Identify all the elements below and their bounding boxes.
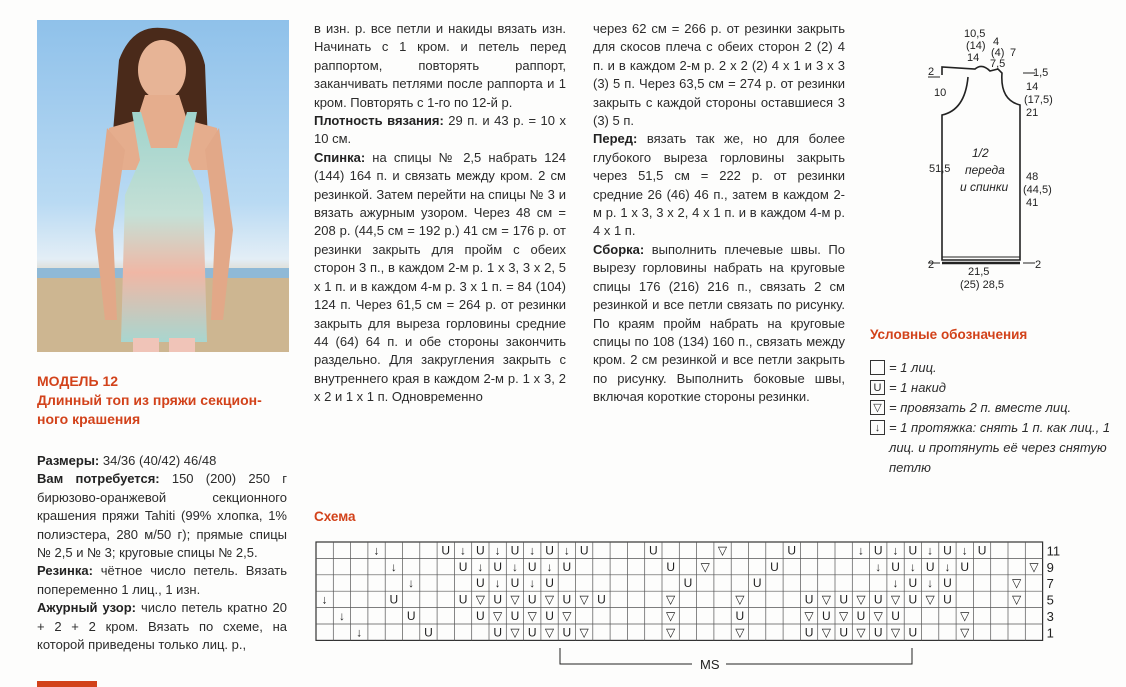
chart-stitch-symbol: U bbox=[822, 609, 831, 623]
chart-stitch-symbol: ▽ bbox=[579, 592, 589, 607]
chart-stitch-symbol: U bbox=[735, 609, 745, 623]
label-rib: Резинка: bbox=[37, 563, 93, 579]
chart-stitch-symbol: U bbox=[476, 543, 485, 558]
label-assembly: Сборка: bbox=[593, 241, 645, 257]
chart-stitch-symbol: U bbox=[908, 625, 918, 640]
paragraph-gauge bbox=[314, 112, 566, 149]
chart-row-number: 7 bbox=[1046, 576, 1054, 592]
model-subtitle: Длинный топ из пряжи секцион-ного крашения bbox=[37, 392, 262, 427]
paragraph-materials bbox=[37, 470, 287, 562]
text-shoulders: через 62 см = 266 р. от резинки закрыть для скосов плеча с обеих сторон 2 (2) 4 п. и в каждом 2-м р. 2 x 2 (2) 4 x 1 и 3 x 3 (3) 5 п. Через 63,5 см = 274 р. от резинки закрыть с каждой стороны оставшиеся 3 (3) 5 п. bbox=[593, 21, 845, 129]
dim-top-6: 7,5 bbox=[990, 58, 1006, 70]
chart-stitch-symbol: U bbox=[510, 576, 520, 591]
chart-stitch-symbol: ▽ bbox=[666, 625, 676, 640]
chart-stitch-symbol: U bbox=[683, 576, 693, 591]
text-sizes: 34/36 (40/42) 46/48 bbox=[99, 453, 217, 468]
chart-stitch-symbol: U bbox=[839, 592, 848, 607]
chart-stitch-symbol: ↓ bbox=[477, 559, 484, 574]
chart-stitch-symbol: ▽ bbox=[510, 625, 520, 640]
chart-row-numbers bbox=[1047, 543, 1061, 640]
legend-text-knit: = 1 лиц. bbox=[889, 360, 937, 375]
dim-left-bot: 2 bbox=[928, 259, 935, 271]
paragraph-continue bbox=[314, 20, 566, 112]
dim-left-10: 10 bbox=[934, 87, 947, 99]
skpo-symbol-icon: ↓ bbox=[870, 420, 885, 435]
dim-right-15: 1,5 bbox=[1033, 67, 1049, 79]
pattern-diagram bbox=[920, 25, 1060, 300]
chart-stitch-symbol: U bbox=[873, 592, 883, 607]
chart-stitch-symbol: U bbox=[977, 543, 987, 558]
chart-stitch-symbol: ▽ bbox=[1012, 576, 1022, 591]
chart-stitch-symbol: U bbox=[476, 576, 485, 591]
chart-stitch-symbol: ↓ bbox=[460, 543, 467, 558]
dim-bottom-1: 21,5 bbox=[968, 266, 990, 278]
chart-stitch-symbol: ↓ bbox=[927, 576, 934, 591]
chart-stitch-symbol: ▽ bbox=[666, 609, 676, 623]
dim-top-2: (14) bbox=[966, 40, 986, 52]
chart-stitch-symbol: U bbox=[545, 576, 554, 591]
text-continue: в изн. р. все петли и накиды вязать изн. Начинать с 1 кром. и петель перед раппортом, повторять раппорт, заканчивать петлями после раппорта и 1 кром. Повторять с 1-го по 12-й р. bbox=[314, 21, 566, 110]
chart-stitch-symbol: U bbox=[649, 543, 658, 558]
legend-item-k2tog bbox=[870, 398, 1120, 418]
paragraph-sizes bbox=[37, 452, 287, 470]
text-rib: чётное число петель. Вязать попеременно 1 лиц., 1 изн. bbox=[37, 563, 287, 597]
dim-right-48: 48 bbox=[1026, 171, 1039, 183]
dim-right-21: 21 bbox=[1026, 107, 1039, 119]
chart-stitch-symbol: U bbox=[545, 543, 554, 558]
chart-stitch-symbol: U bbox=[908, 592, 918, 607]
chart-stitch-symbol: U bbox=[527, 559, 537, 574]
dim-left-51: 51,5 bbox=[929, 163, 951, 175]
chart-stitch-symbol: ↓ bbox=[338, 609, 345, 623]
knit-symbol-icon bbox=[870, 360, 885, 375]
chart-row-number: 3 bbox=[1046, 609, 1054, 624]
chart-stitch-symbol: U bbox=[943, 543, 952, 558]
legend-text-yarnover: = 1 накид bbox=[889, 380, 946, 395]
label-back: Спинка: bbox=[314, 149, 366, 165]
chart-stitch-symbol: ▽ bbox=[804, 609, 814, 623]
text-front: вязать так же, но для более глубокого выреза горловины закрыть через 51,5 см = 222 р. от резинки средние 26 (46) 46 п., затем в каждом 2-м р. 1 x 3, 3 x 2, 4 x 1 п. и в каждом 4-м р. 4 x 1 п. bbox=[593, 131, 845, 239]
chart-stitch-symbol: U bbox=[597, 592, 606, 607]
dim-right-445: (44,5) bbox=[1023, 184, 1052, 196]
chart-stitch-symbol: U bbox=[424, 625, 433, 640]
dim-top-4: 4 bbox=[993, 36, 1000, 48]
knitting-chart bbox=[314, 540, 1084, 675]
chart-stitch-symbol: ▽ bbox=[925, 592, 935, 607]
legend-item-skpo bbox=[870, 418, 1120, 478]
chart-stitch-symbol: ▽ bbox=[890, 592, 901, 607]
chart-row-number: 5 bbox=[1046, 592, 1054, 608]
model-photo bbox=[37, 20, 289, 352]
paragraph-front bbox=[593, 130, 845, 240]
chart-stitch-symbol: ▽ bbox=[839, 609, 849, 623]
chart-stitch-symbol: U bbox=[856, 609, 866, 623]
chart-stitch-symbol: U bbox=[458, 592, 468, 607]
dim-top-5: (4) bbox=[991, 47, 1005, 59]
chart-stitch-symbol: ↓ bbox=[927, 543, 934, 558]
chart-stitch-symbol: ↓ bbox=[961, 543, 968, 558]
chart-stitch-symbol: ▽ bbox=[1012, 592, 1022, 607]
chart-stitch-symbol: U bbox=[527, 625, 537, 640]
chart-stitch-symbol: ▽ bbox=[960, 625, 970, 640]
chart-stitch-symbol: U bbox=[908, 543, 918, 558]
page-accent-bar bbox=[37, 681, 97, 687]
chart-stitch-symbol: U bbox=[873, 625, 883, 640]
chart-stitch-symbol: ↓ bbox=[529, 543, 536, 558]
dim-top-3: 14 bbox=[967, 52, 980, 64]
chart-stitch-symbol: ▽ bbox=[544, 592, 555, 607]
label-gauge: Плотность вязания: bbox=[314, 113, 444, 129]
legend-text-skpo: = 1 протяжка: снять 1 п. как лиц., 1 лиц. и протянуть её через снятую петлю bbox=[889, 420, 1111, 475]
dim-right-41: 41 bbox=[1026, 197, 1039, 209]
label-front: Перед: bbox=[593, 131, 638, 147]
chart-stitch-symbol: U bbox=[839, 625, 848, 640]
text-column-2 bbox=[314, 20, 566, 407]
label-lace: Ажурный узор: bbox=[37, 600, 136, 616]
chart-stitch-symbol: ↓ bbox=[875, 559, 882, 574]
chart-stitch-symbol: U bbox=[545, 609, 554, 623]
chart-stitch-symbol: U bbox=[562, 625, 572, 640]
model-heading bbox=[37, 372, 297, 429]
chart-stitch-symbol: U bbox=[476, 609, 485, 623]
text-column-3 bbox=[593, 20, 845, 407]
chart-stitch-symbol: ↓ bbox=[390, 559, 397, 574]
chart-stitch-symbol: ↓ bbox=[892, 543, 899, 558]
chart-stitch-symbol: U bbox=[493, 559, 502, 574]
paragraph-back bbox=[314, 149, 566, 407]
chart-stitch-symbol: ↓ bbox=[356, 625, 363, 640]
text-column-1 bbox=[37, 452, 287, 654]
chart-stitch-symbol: ▽ bbox=[475, 592, 485, 607]
legend-item-yarnover bbox=[870, 378, 1120, 398]
chart-stitch-symbol: ↓ bbox=[909, 559, 916, 574]
chart-stitch-symbol: ▽ bbox=[717, 543, 728, 558]
dim-top-7: 7 bbox=[1010, 47, 1017, 59]
legend-title: Условные обозначения bbox=[870, 327, 1028, 342]
chart-stitch-symbol: U bbox=[406, 609, 416, 623]
yarnover-symbol-icon: U bbox=[870, 380, 885, 395]
chart-stitch-symbol: U bbox=[562, 559, 572, 574]
label-sizes: Размеры: bbox=[37, 453, 100, 468]
chart-stitch-symbol: ▽ bbox=[735, 625, 745, 640]
chart-stitch-symbol: ▽ bbox=[735, 592, 745, 607]
chart-stitch-symbol: ↓ bbox=[546, 559, 553, 574]
model-number: МОДЕЛЬ 12 bbox=[37, 373, 119, 389]
chart-stitch-symbol: U bbox=[804, 592, 814, 607]
chart-stitch-symbol: U bbox=[804, 625, 814, 640]
legend-text-k2tog: = провязать 2 п. вместе лиц. bbox=[889, 400, 1072, 415]
dim-left-top: 2 bbox=[928, 66, 935, 78]
ms-label: MS bbox=[700, 657, 720, 672]
chart-stitch-symbol: ▽ bbox=[544, 625, 555, 640]
chart-stitch-symbol: U bbox=[441, 543, 451, 558]
chart-stitch-symbol: ▽ bbox=[960, 609, 970, 623]
text-back: на спицы № 2,5 набрать 124 (144) 164 п. и связать между кром. 2 см резинкой. Затем перейти на спицы № 3 и вязать ажурным узором. Через 48 см = 208 р. (44,5 см = 192 р.) 41 см = 176 р. от резинки закрыть для пройм с обеих сторон 3 п., в каждом 2-м р. 1 x 3, 3 x 2, 5 x 1 п. и в каждом 4-м р. 3 x 1 п. = 84 (104) 124 п. Через 61,5 см = 264 р. от резинки закрыть для выреза горловины средние 44 (64) 64 п. и обе стороны закончить раздельно. Для закругления закрыть с внутреннего края в каждом 2-м р. 1 x 3, 2 x 2 и 1 x 1 п. Одновременно bbox=[314, 149, 566, 405]
chart-stitch-symbol: ▽ bbox=[562, 609, 572, 623]
chart-stitch-symbol: ▽ bbox=[700, 559, 710, 574]
dim-right-14: 14 bbox=[1026, 81, 1039, 93]
paragraph-assembly bbox=[593, 241, 845, 407]
chart-stitch-symbol: U bbox=[493, 592, 502, 607]
chart-stitch-symbol: U bbox=[960, 559, 970, 574]
chart-stitch-symbol: ↓ bbox=[529, 576, 536, 591]
chart-stitch-symbol: ↓ bbox=[321, 592, 328, 607]
chart-stitch-symbol: U bbox=[908, 576, 918, 591]
chart-stitch-symbol: ↓ bbox=[857, 543, 864, 558]
chart-stitch-symbol: ▽ bbox=[527, 609, 537, 623]
dim-right-bot: 2 bbox=[1035, 259, 1042, 271]
chart-stitch-symbol: U bbox=[562, 592, 572, 607]
chart-row-number: 11 bbox=[1046, 543, 1061, 559]
chart-stitch-symbol: ▽ bbox=[666, 592, 676, 607]
paragraph-rib bbox=[37, 562, 287, 599]
chart-stitch-symbol: ▽ bbox=[493, 609, 503, 623]
dim-bottom-2: (25) 28,5 bbox=[960, 279, 1005, 291]
chart-stitch-symbol: ↓ bbox=[373, 543, 380, 558]
chart-stitch-symbol: U bbox=[579, 543, 589, 558]
scheme-title: Схема bbox=[314, 509, 356, 524]
text-materials: 150 (200) 250 г бирюзово-оранжевой секционного крашения пряжи Tahiti (99% хлопка, 1% полиэстера, 280 м/50 г); прямые спицы № 2,5 и № 3; круговые спицы № 2,5. bbox=[37, 471, 288, 561]
chart-stitch-symbol: ▽ bbox=[890, 625, 901, 640]
diagram-label-2: переда bbox=[965, 163, 1005, 177]
chart-stitch-symbol: ↓ bbox=[494, 543, 501, 558]
chart-stitch-symbol: U bbox=[510, 543, 520, 558]
diagram-label-1: 1/2 bbox=[972, 146, 989, 160]
chart-row-number: 1 bbox=[1046, 625, 1054, 641]
chart-row-number: 9 bbox=[1046, 559, 1054, 575]
chart-stitch-symbol: U bbox=[666, 559, 675, 574]
chart-stitch-symbol: ▽ bbox=[856, 592, 866, 607]
paragraph-lace bbox=[37, 599, 287, 654]
dim-top-1: 10,5 bbox=[964, 28, 986, 40]
chart-stitch-symbol: ↓ bbox=[563, 543, 570, 558]
chart-stitch-symbol: ▽ bbox=[510, 592, 520, 607]
chart-stitch-symbol: ▽ bbox=[821, 625, 831, 640]
chart-stitch-symbol: ▽ bbox=[856, 625, 866, 640]
chart-stitch-symbol: U bbox=[770, 559, 779, 574]
chart-stitch-symbol: U bbox=[527, 592, 537, 607]
text-lace: число петель кратно 20 + 2 + 2 кром. Вязать по схеме, на которой приведены только лиц. р., bbox=[37, 600, 287, 653]
text-gauge: 29 п. и 43 р. = 10 x 10 см. bbox=[314, 113, 567, 147]
chart-stitch-symbol: U bbox=[925, 559, 935, 574]
label-materials: Вам потребуется: bbox=[37, 471, 160, 487]
chart-stitch-symbol: ↓ bbox=[494, 576, 501, 591]
dim-right-175: (17,5) bbox=[1024, 94, 1053, 106]
diagram-label-3: и спинки bbox=[960, 180, 1009, 194]
legend-item-knit bbox=[870, 358, 1120, 378]
chart-stitch-symbol: U bbox=[493, 625, 502, 640]
chart-stitch-symbol: U bbox=[943, 576, 952, 591]
chart-stitch-symbol: ▽ bbox=[821, 592, 831, 607]
chart-stitch-symbol: ↓ bbox=[511, 559, 518, 574]
chart-stitch-symbol: U bbox=[510, 609, 520, 623]
text-assembly: выполнить плечевые швы. По вырезу горловины набрать на круговые спицы 176 (216) 216 п., связать 2 см резинкой и все петли связать по рисунку. По краям пройм набрать на круговые спицы по 108 (134) 160 п., связать между кром. 2 см резинкой и все петли закрыть по рисунку. Выполнить боковые швы, включая короткие стороны резинки. bbox=[593, 241, 845, 405]
legend bbox=[870, 358, 1120, 478]
chart-stitch-symbol: ▽ bbox=[873, 609, 883, 623]
chart-stitch-symbol: U bbox=[891, 559, 900, 574]
chart-stitch-symbol: ↓ bbox=[892, 576, 899, 591]
chart-stitch-symbol: U bbox=[752, 576, 762, 591]
chart-stitch-symbol: ↓ bbox=[408, 576, 415, 591]
chart-stitch-symbol: U bbox=[458, 559, 468, 574]
chart-stitch-symbol: ↓ bbox=[944, 559, 951, 574]
chart-stitch-symbol: ▽ bbox=[1029, 559, 1039, 574]
chart-stitch-symbol: ▽ bbox=[579, 625, 589, 640]
chart-stitch-symbol: U bbox=[873, 543, 883, 558]
k2tog-symbol-icon: ▽ bbox=[870, 400, 885, 415]
chart-stitch-symbol: U bbox=[891, 609, 900, 623]
paragraph-shoulders bbox=[593, 20, 845, 130]
chart-stitch-symbol: U bbox=[787, 543, 797, 558]
chart-stitch-symbol: U bbox=[943, 592, 952, 607]
chart-stitch-symbol: U bbox=[389, 592, 399, 607]
